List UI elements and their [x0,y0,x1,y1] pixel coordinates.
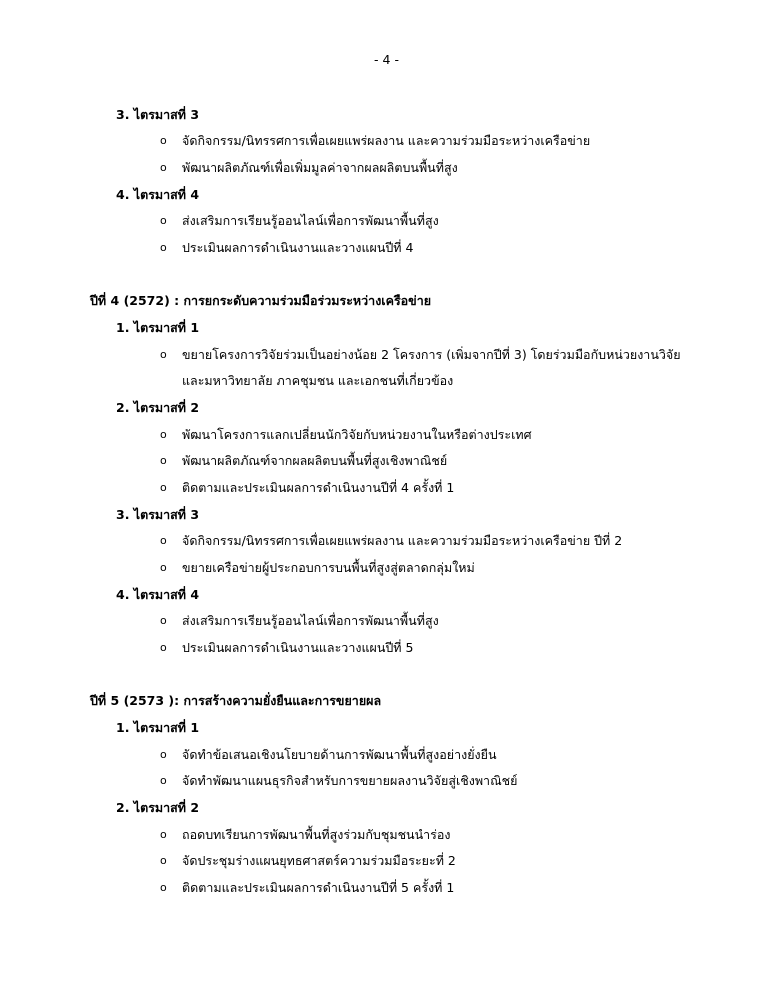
list-item: ติดตามและประเมินผลการดำเนินงานปีที่ 4 ครั้งที่ 1 [182,480,455,495]
bullet-icon: o [160,214,167,227]
list-item: ติดตามและประเมินผลการดำเนินงานปีที่ 5 ครั้งที่ 1 [182,880,455,895]
bullet-icon: o [160,428,167,441]
bullet-icon: o [160,881,167,894]
list-item: ขยายเครือข่ายผู้ประกอบการบนพื้นที่สูงสู่ตลาดกลุ่มใหม่ [182,560,475,575]
bullet-icon: o [160,561,167,574]
year-heading: ปีที่ 4 (2572) : การยกระดับความร่วมมือร่วมระหว่างเครือข่าย [90,293,432,308]
list-item-continuation: และมหาวิทยาลัย ภาคชุมชน และเอกชนที่เกี่ยวข้อง [182,373,454,388]
bullet-icon: o [160,774,167,787]
list-item: จัดกิจกรรม/นิทรรศการเพื่อเผยแพร่ผลงาน และความร่วมมือระหว่างเครือข่าย [182,133,591,148]
bullet-icon: o [160,481,167,494]
bullet-icon: o [160,348,167,361]
quarter-heading: 2. ไตรมาสที่ 2 [116,400,200,415]
list-item: จัดทำพัฒนาแผนธุรกิจสำหรับการขยายผลงานวิจัยสู่เชิงพาณิชย์ [182,773,518,788]
bullet-icon: o [160,614,167,627]
bullet-icon: o [160,241,167,254]
bullet-icon: o [160,134,167,147]
quarter-heading: 4. ไตรมาสที่ 4 [116,187,200,202]
list-item: ประเมินผลการดำเนินงานและวางแผนปีที่ 4 [182,240,414,255]
list-item: จัดทำข้อเสนอเชิงนโยบายด้านการพัฒนาพื้นที่สูงอย่างยั่งยืน [182,747,497,762]
list-item: ส่งเสริมการเรียนรู้ออนไลน์เพื่อการพัฒนาพื้นที่สูง [182,613,439,628]
year-heading: ปีที่ 5 (2573 ): การสร้างความยั่งยืนและการขยายผล [90,693,382,708]
quarter-heading: 1. ไตรมาสที่ 1 [116,720,200,735]
page-number: - 4 - [374,52,399,67]
quarter-heading: 3. ไตรมาสที่ 3 [116,507,200,522]
quarter-heading: 4. ไตรมาสที่ 4 [116,587,200,602]
list-item: พัฒนาผลิตภัณฑ์จากผลผลิตบนพื้นที่สูงเชิงพาณิชย์ [182,453,448,468]
bullet-icon: o [160,454,167,467]
list-item: พัฒนาผลิตภัณฑ์เพื่อเพิ่มมูลค่าจากผลผลิตบนพื้นที่สูง [182,160,458,175]
list-item: จัดกิจกรรม/นิทรรศการเพื่อเผยแพร่ผลงาน และความร่วมมือระหว่างเครือข่าย ปีที่ 2 [182,533,623,548]
quarter-heading: 3. ไตรมาสที่ 3 [116,107,200,122]
bullet-icon: o [160,748,167,761]
list-item: จัดประชุมร่างแผนยุทธศาสตร์ความร่วมมือระยะที่ 2 [182,853,456,868]
list-item: พัฒนาโครงการแลกเปลี่ยนนักวิจัยกับหน่วยงานในหรือต่างประเทศ [182,427,532,442]
list-item: ขยายโครงการวิจัยร่วมเป็นอย่างน้อย 2 โครงการ (เพิ่มจากปีที่ 3) โดยร่วมมือกับหน่วยงานวิจัย [182,347,681,362]
quarter-heading: 1. ไตรมาสที่ 1 [116,320,200,335]
list-item: ประเมินผลการดำเนินงานและวางแผนปีที่ 5 [182,640,414,655]
list-item: ถอดบทเรียนการพัฒนาพื้นที่สูงร่วมกับชุมชนนำร่อง [182,827,451,842]
bullet-icon: o [160,534,167,547]
quarter-heading: 2. ไตรมาสที่ 2 [116,800,200,815]
bullet-icon: o [160,161,167,174]
bullet-icon: o [160,828,167,841]
list-item: ส่งเสริมการเรียนรู้ออนไลน์เพื่อการพัฒนาพื้นที่สูง [182,213,439,228]
bullet-icon: o [160,641,167,654]
bullet-icon: o [160,854,167,867]
